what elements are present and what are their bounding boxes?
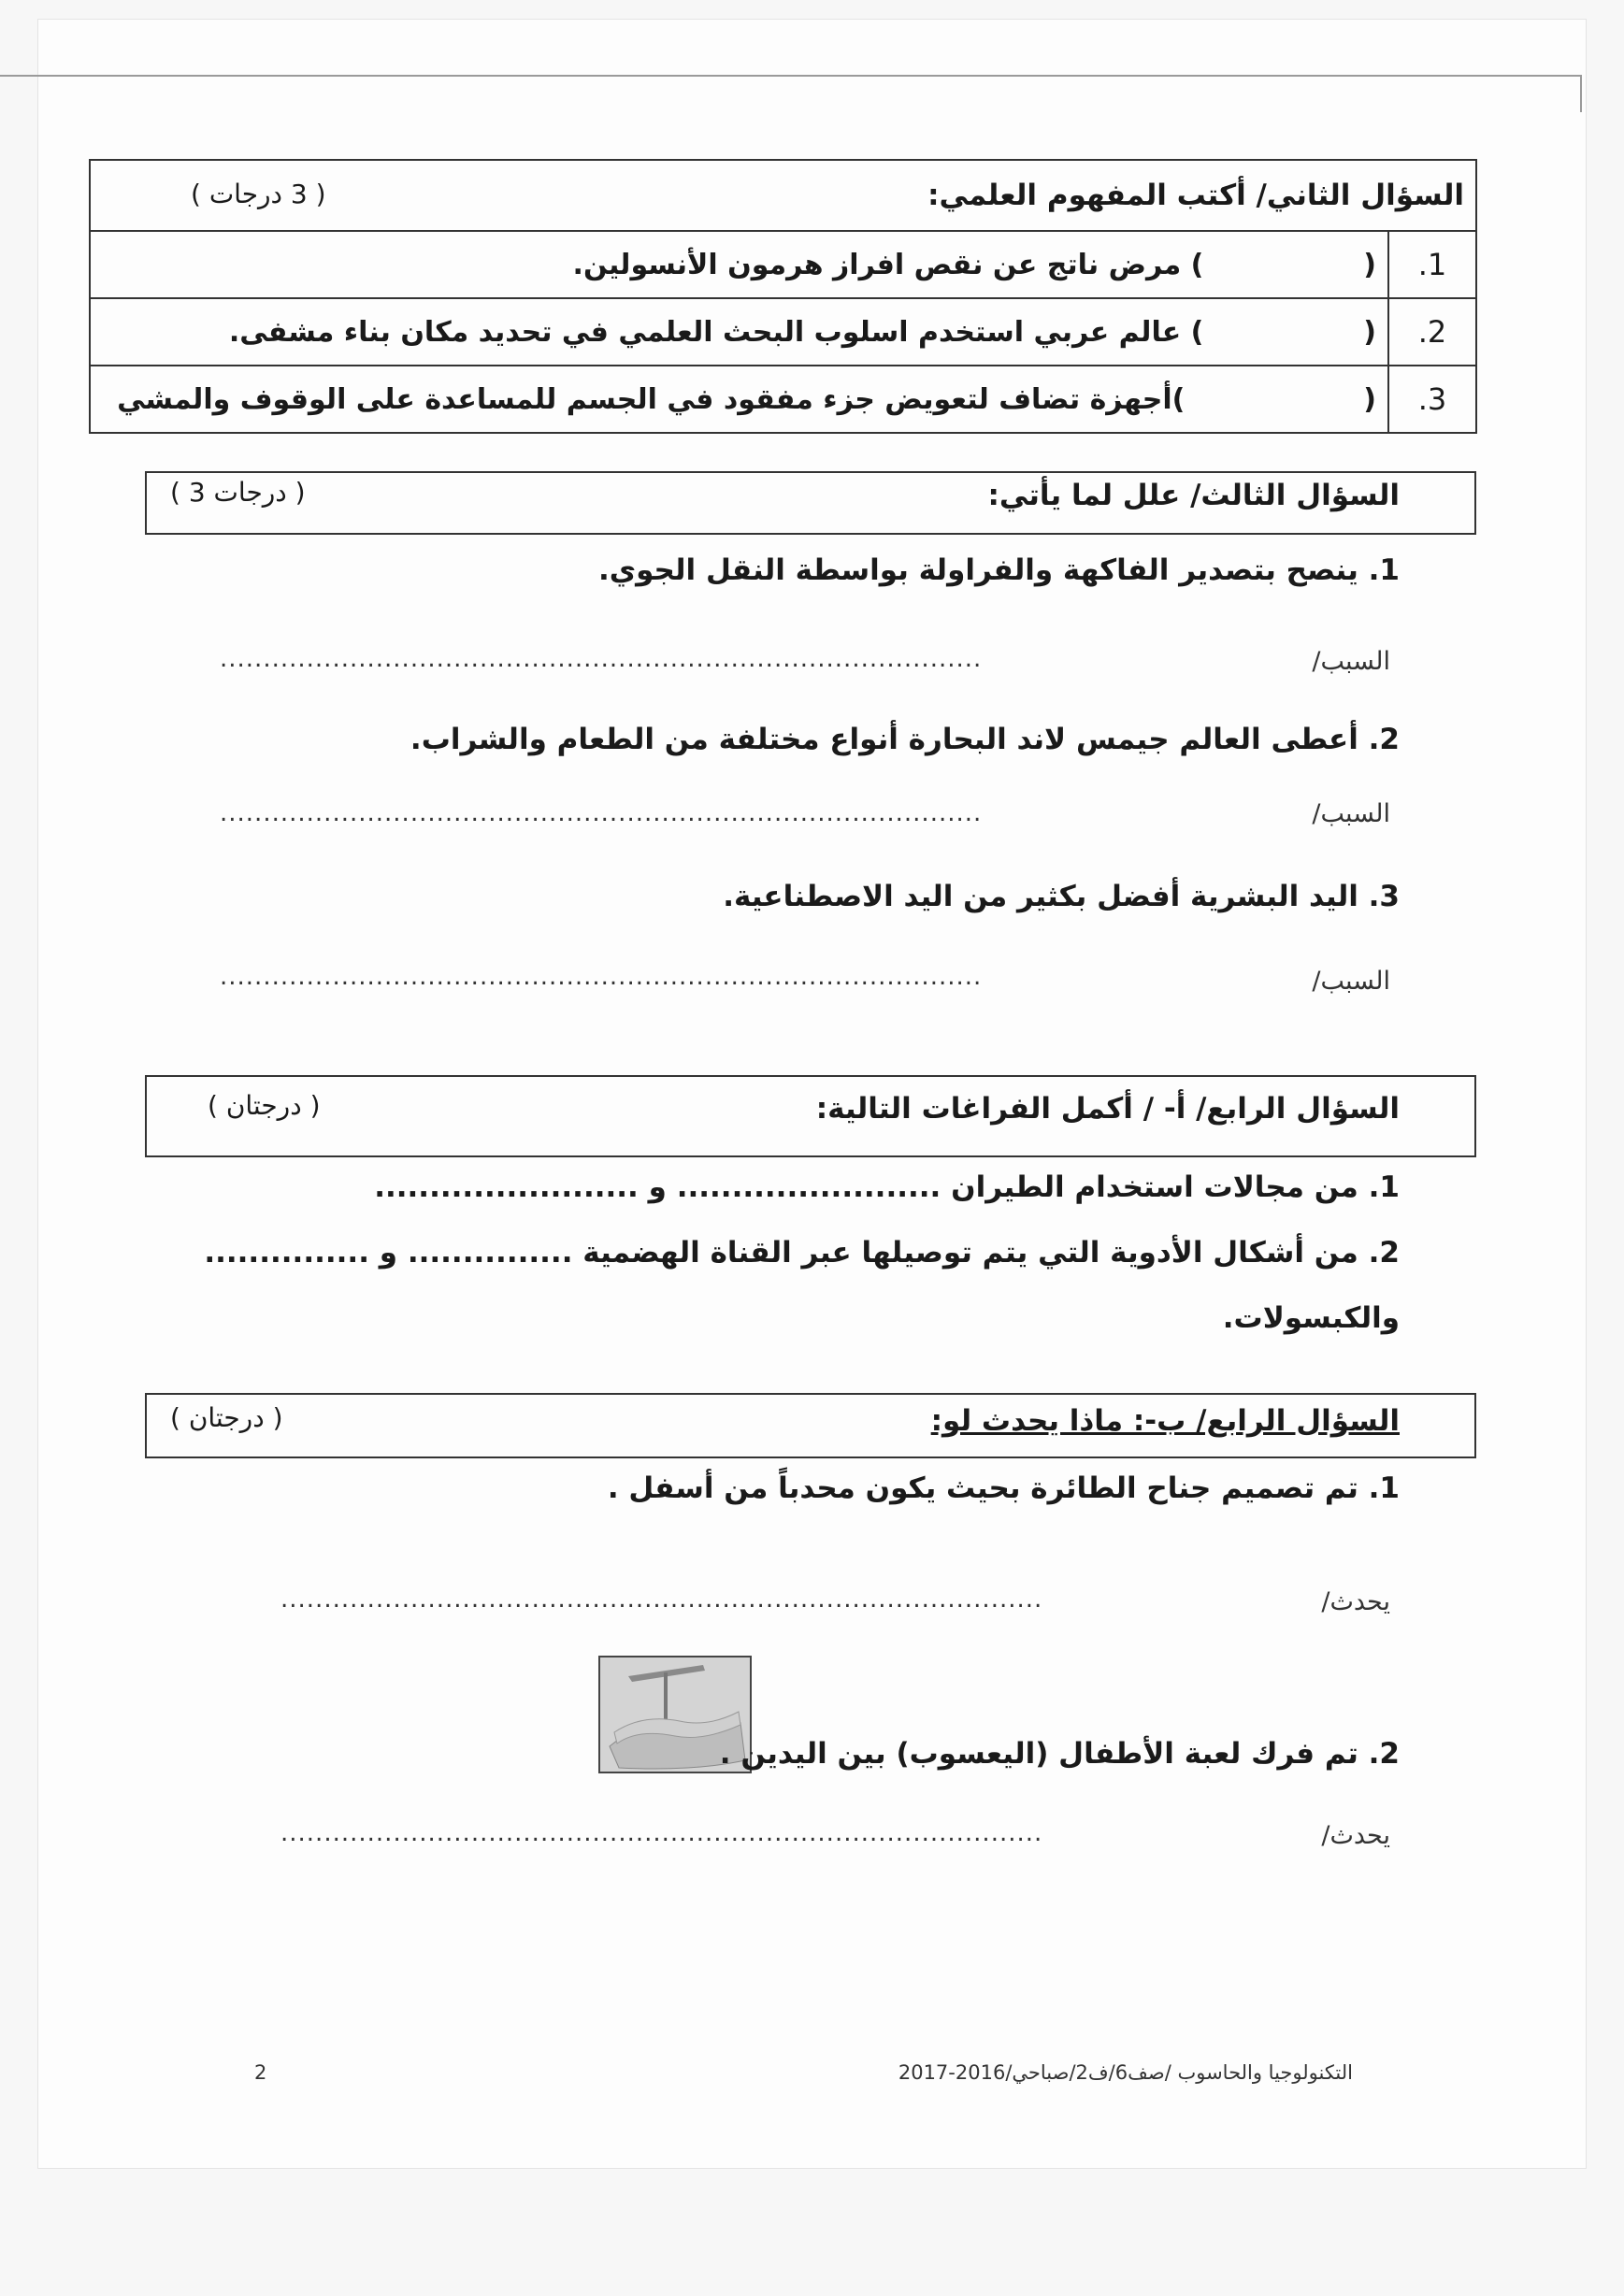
q3-item-2: [410, 723, 1400, 756]
q4b-item-2-dots: ........................................................................................: [280, 1819, 1043, 1847]
q3-grade: ( 3 درجات ): [170, 477, 306, 508]
q2-item-1-text: ) مرض ناتج عن نقص افراز هرمون الأنسولين.: [572, 248, 1204, 281]
q2-item-2-paren: (: [1363, 315, 1376, 349]
q4a-item-2-text: من أشكال الأدوية التي يتم توصيلها عبر القناة الهضمية ............... و ...............: [204, 1236, 1358, 1270]
q2-row-2: [90, 298, 1476, 366]
q3-item-2-text: أعطى العالم جيمس لاند البحارة أنواع مختلفة من الطعام والشراب.: [410, 723, 1358, 756]
right-rule: [1580, 75, 1582, 112]
top-rule: [0, 75, 1580, 77]
q3-item-3-text: اليد البشرية أفضل بكثير من اليد الاصطناعية.: [723, 880, 1358, 913]
q2-item-3-number: 3.: [1388, 366, 1476, 433]
q2-item-2-number: 2.: [1388, 298, 1476, 366]
q4a-item-2-cont: والكبسولات.: [1222, 1301, 1400, 1335]
q2-item-2-text: ) عالم عربي استخدم اسلوب البحث العلمي في تحديد مكان بناء مشفى.: [228, 315, 1204, 349]
q3-item-3-reason: السبب/: [1312, 967, 1390, 996]
q2-heading-cell: [90, 160, 1476, 231]
q4b-item-2-number: 2.: [1368, 1737, 1400, 1771]
q4b-heading: السؤال الرابع/ ب-: ماذا يحدث لو:: [930, 1404, 1400, 1438]
q4b-item-2-text: تم فرك لعبة الأطفال (اليعسوب) بين اليدين .: [719, 1737, 1358, 1771]
q4b-item-1-text: تم تصميم جناح الطائرة بحيث يكون محدباً من أسفل .: [607, 1471, 1358, 1505]
q3-item-3: [723, 880, 1400, 913]
q2-item-3-cell: [90, 366, 1388, 433]
q2-item-3-paren: (: [1363, 382, 1376, 416]
q2-heading-row: [90, 160, 1476, 231]
q4a-grade: ( درجتان ): [208, 1090, 321, 1121]
q2-grade: ( 3 درجات ): [191, 179, 326, 209]
q3-item-2-reason: السبب/: [1312, 799, 1390, 828]
q3-item-1-text: ينصح بتصدير الفاكهة والفراولة بواسطة النقل الجوي.: [597, 553, 1358, 587]
q2-item-2-cell: [90, 298, 1388, 366]
q4b-item-1-dots: ........................................................................................: [280, 1586, 1043, 1614]
q2-row-3: [90, 366, 1476, 433]
q3-item-3-dots: ........................................................................................: [220, 963, 983, 991]
q4a-item-1: [374, 1170, 1400, 1204]
q4a-item-2-number: 2.: [1368, 1236, 1400, 1270]
q3-item-2-number: 2.: [1368, 723, 1400, 756]
q3-item-2-dots: ........................................................................................: [220, 799, 983, 827]
q3-heading: السؤال الثالث/ علل لما يأتي:: [987, 479, 1400, 512]
q3-item-1: [598, 553, 1400, 587]
q4b-item-1-number: 1.: [1368, 1471, 1400, 1505]
q4a-item-2: [204, 1236, 1400, 1270]
q2-item-1-cell: [90, 231, 1388, 298]
q2-table: [89, 159, 1477, 434]
q2-row-1: [90, 231, 1476, 298]
q4b-item-1-happens: يحدث/: [1321, 1587, 1390, 1616]
q3-item-1-dots: ........................................................................................: [220, 645, 983, 673]
q3-item-1-number: 1.: [1368, 553, 1400, 587]
page-number: 2: [254, 2061, 267, 2084]
q3-item-1-reason: السبب/: [1312, 647, 1390, 676]
q4a-item-1-number: 1.: [1368, 1170, 1400, 1204]
q2-item-1-number: 1.: [1388, 231, 1476, 298]
q3-item-3-number: 3.: [1368, 880, 1400, 913]
q2-heading: السؤال الثاني/ أكتب المفهوم العلمي:: [927, 179, 1464, 212]
q4b-item-1: [608, 1471, 1400, 1505]
q2-item-1-paren: (: [1363, 248, 1376, 281]
footer-course-info: التكنولوجيا والحاسوب /صف6/ف2/صباحي/2016-2017: [898, 2061, 1353, 2084]
q4b-item-2-happens: يحدث/: [1321, 1821, 1390, 1850]
q2-item-3-text: )أجهزة تضاف لتعويض جزء مفقود في الجسم للمساعدة على الوقوف والمشي: [117, 382, 1186, 416]
q4b-item-2: [720, 1737, 1400, 1771]
q4b-grade: ( درجتان ): [170, 1402, 283, 1433]
q4a-heading: السؤال الرابع/ أ- / أكمل الفراغات التالية:: [815, 1092, 1400, 1126]
q4a-item-1-text: من مجالات استخدام الطيران ........................ و ........................: [374, 1170, 1358, 1204]
